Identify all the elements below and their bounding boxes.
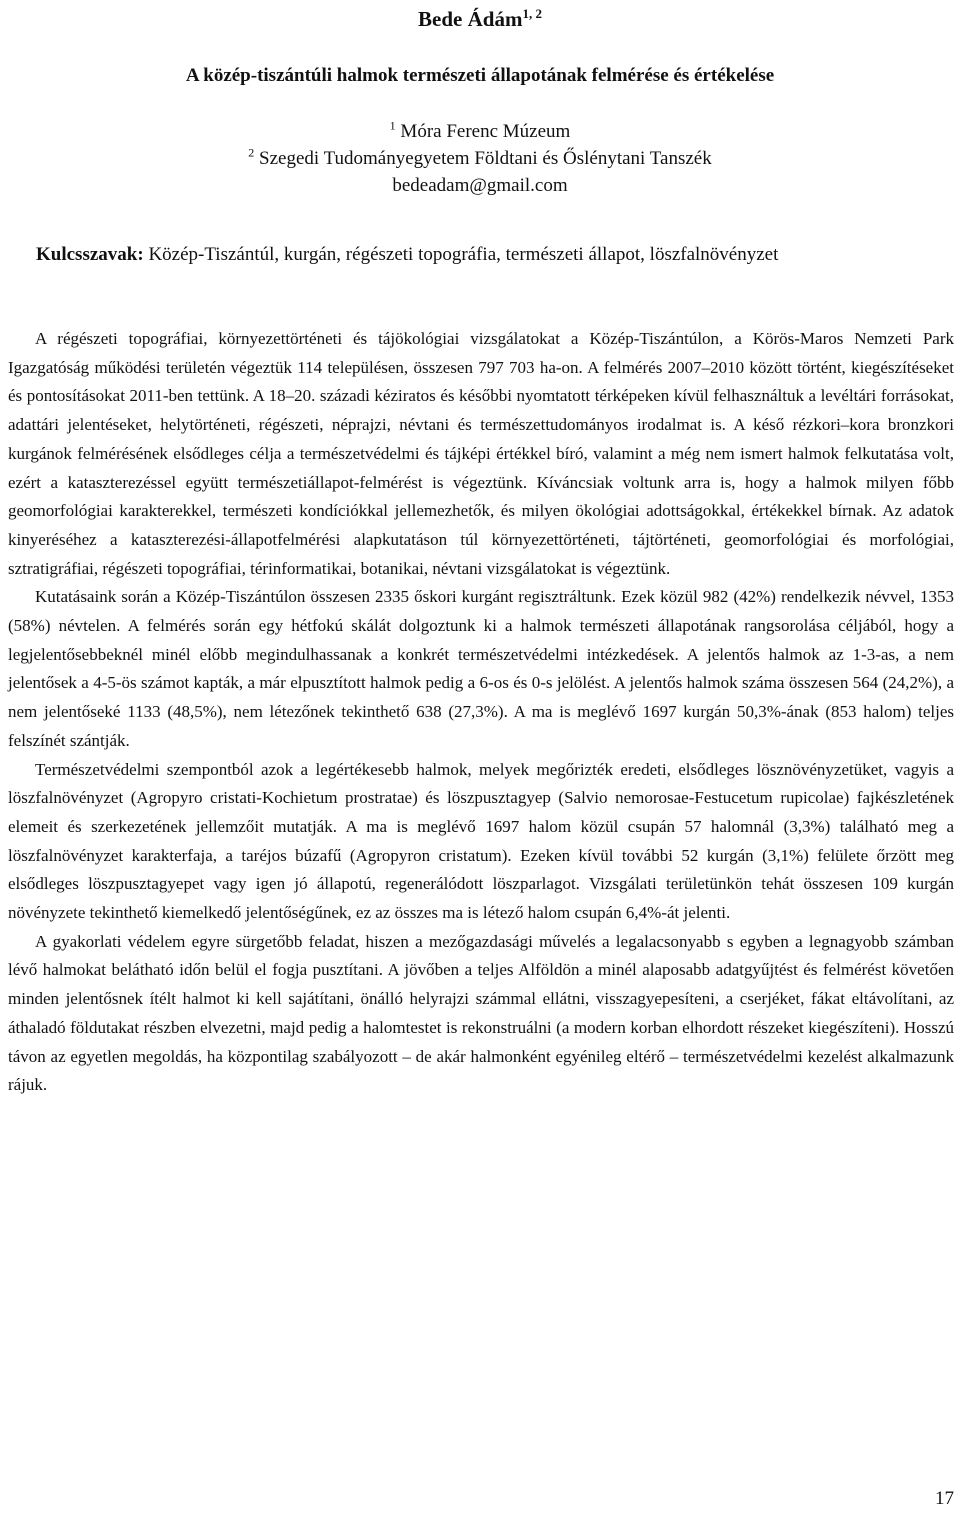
author-email: bedeadam@gmail.com: [392, 175, 568, 196]
keywords-text: Közép-Tiszántúl, kurgán, régészeti topográfia, természeti állapot, löszfalnövényzet: [148, 244, 779, 265]
page-number: 17: [935, 1488, 954, 1509]
keywords: [36, 241, 954, 269]
paper-title: A közép-tiszántúli halmok természeti állapotának felmérése és értékelése: [185, 65, 775, 86]
affiliation-2: [0, 145, 960, 172]
keywords-label: Kulcsszavak:: [36, 244, 144, 265]
affiliation-1: [0, 118, 960, 145]
affiliation-2-number: 2: [248, 145, 255, 160]
abstract-body: [8, 325, 954, 1100]
affiliation-1-name: Móra Ferenc Múzeum: [400, 121, 571, 142]
abstract-paragraph-2: Kutatásaink során a Közép-Tiszántúlon összesen 2335 őskori kurgánt regisztráltunk. Ezek közül 982 (42%) rendelkezik névvel, 1353 (58%) névtelen. A felmérés során egy hétfokú skálát dolgoztunk ki a halmok természeti állapotának rangsorolása céljából, hogy a legjelentősebbeknél minél előbb megindulhassanak a konkrét természetvédelmi intézkedések. A jelentős halmok az 1-3-as, a nem jelentősek a 4-5-ös számot kapták, a már elpusztított halmok pedig a 6-os és 0-s jelölést. A jelentős halmok száma összesen 564 (24,2%), a nem jelentőseké 1133 (48,5%), nem létezőnek tekinthető 638 (27,3%). A ma is meglévő 1697 kurgán 50,3%-ának (853 halom) teljes felszínét szántják.: [8, 587, 954, 750]
author-name: Bede Ádám: [418, 7, 523, 31]
author-affiliation-marks: 1, 2: [522, 6, 542, 21]
affiliations: [0, 118, 960, 199]
affiliation-2-name: Szegedi Tudományegyetem Földtani és Őslénytani Tanszék: [259, 148, 712, 169]
abstract-paragraph-3: Természetvédelmi szempontból azok a legértékesebb halmok, melyek megőrizték eredeti, elsődleges lösznövényzetüket, vagyis a löszfalnövényzet (Agropyro cristati-Kochietum prostratae) és löszpusztagyep (Salvio nemorosae-Festucetum rupicolae) fajkészletének elemeit és szerkezetének jellemzőit mutatják. A ma is meglévő 1697 halom közül csupán 57 halomnál (3,3%) található meg a löszfalnövényzet karakterfaja, a taréjos búzafű (Agropyron cristatum). Ezeken kívül további 52 kurgán (3,1%) felülete őrzött meg elsődleges löszpusztagyepet vagy igen jó állapotú, regenerálódott löszparlagot. Vizsgálati területünkön tehát összesen 109 kurgán növényzete tekinthető kiemelkedő jelentőségűnek, ez az összes ma is létező halom csupán 6,4%-át jelenti.: [8, 759, 954, 923]
author-line: [0, 8, 960, 30]
abstract-paragraph-1: A régészeti topográfiai, környezettörténeti és tájökológiai vizsgálatokat a Közép-Tiszántúlon, a Körös-Maros Nemzeti Park Igazgatóság működési területén végeztük 114 településen, összesen 797 703 ha-on. A felmérés 2007–2010 között történt, kiegészítéseket és pontosításokat 2011-ben tettünk. A 18–20. századi kéziratos és későbbi nyomtatott térképeken kívül felhasználtuk a levéltári forrásokat, adattári jelentéseket, helytörténeti, régészeti, néprajzi, névtani és természettudományos irodalmat is. A késő rézkori–kora bronzkori kurgánok felmérésének elsődleges célja a természetvédelmi és tájképi értékkel bíró, valamint a még nem ismert halmok felkutatása volt, ezért a kataszterezéssel együtt természetiállapot-felmérést is végeztünk. Kíváncsiak voltunk arra is, hogy a halmok milyen főbb geomorfológiai karakterekkel, természeti kondíciókkal jellemezhetők, és milyen ökológiai adottságokkal, értékekkel bírnak. Az adatok kinyeréséhez a kataszterezési-állapotfelmérési alapkutatáson túl környezettörténeti, tájtörténeti, geomorfológiai és morfológiai, sztratigráfiai, régészeti topográfiai, térinformatikai, botanikai, névtani vizsgálatokat is végeztünk.: [8, 329, 954, 578]
abstract-paragraph-4: A gyakorlati védelem egyre sürgetőbb feladat, hiszen a mezőgazdasági művelés a legalacsonyabb s egyben a legnagyobb számban lévő halmokat belátható időn belül el fogja pusztítani. A jövőben a teljes Alföldön a minél alaposabb adatgyűjtést és felmérést követően minden jelentősnek ítélt halmot ki kell sajátítani, önálló helyrajzi számmal ellátni, visszagyepesíteni, a cserjéket, fákat eltávolítani, az áthaladó földutakat részben elvezetni, majd pedig a halomtestet is rekonstruálni (a modern korban elhordott részeket kiegészíteni). Hosszú távon az egyetlen megoldás, ha központilag szabályozott – de akár halmonként egyénileg eltérő – természetvédelmi kezelést alkalmazunk rájuk.: [8, 931, 954, 1095]
affiliation-1-number: 1: [389, 118, 396, 133]
